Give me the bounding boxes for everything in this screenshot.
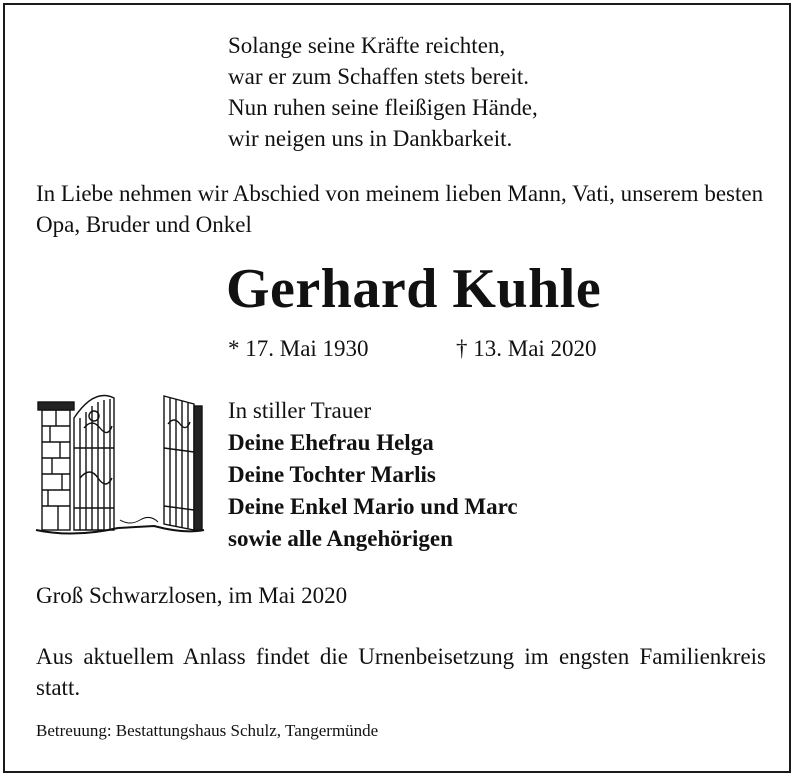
mourner-line: Deine Ehefrau Helga — [228, 430, 434, 455]
mourner-line: sowie alle Angehörigen — [228, 526, 453, 551]
funeral-home-credit: Betreuung: Bestattungshaus Schulz, Tangermünde — [36, 721, 379, 740]
garden-gate-icon — [34, 388, 206, 538]
death-date: † 13. Mai 2020 — [456, 336, 597, 361]
poem — [228, 30, 538, 154]
poem-line: Nun ruhen seine fleißigen Hände, — [228, 95, 538, 120]
mourners-heading: In stiller Trauer — [228, 398, 372, 423]
birth-date: * 17. Mai 1930 — [228, 336, 369, 361]
mourners-block — [228, 395, 518, 555]
intro-text: In Liebe nehmen wir Abschied von meinem lieben Mann, Vati, unserem besten Opa, Bruder und Onkel — [36, 181, 764, 237]
poem-line: wir neigen uns in Dankbarkeit. — [228, 126, 513, 151]
place-date: Groß Schwarzlosen, im Mai 2020 — [36, 583, 348, 608]
deceased-name: Gerhard Kuhle — [226, 258, 602, 320]
life-dates — [228, 333, 597, 364]
poem-line: Solange seine Kräfte reichten, — [228, 33, 506, 58]
poem-line: war er zum Schaffen stets bereit. — [228, 64, 530, 89]
mourner-line: Deine Enkel Mario und Marc — [228, 494, 518, 519]
burial-notice: Aus aktuellem Anlass findet die Urnenbeisetzung im engsten Familienkreis statt. — [36, 644, 766, 700]
mourner-line: Deine Tochter Marlis — [228, 462, 436, 487]
